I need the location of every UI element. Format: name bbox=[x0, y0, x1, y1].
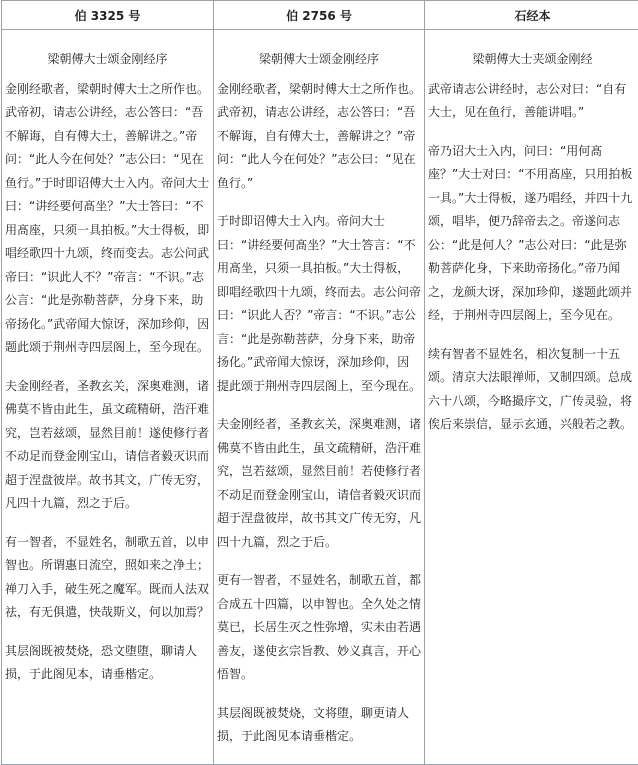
header-row bbox=[2, 1, 638, 30]
content-row bbox=[2, 30, 638, 765]
column-header: 石经本 bbox=[425, 1, 638, 30]
text-paragraph: 帝乃诏大士入内，问曰：“用何髙座？”大士对曰：“不用髙座，只用拍板一具。”大士得板，遂乃唱经，并四十九颂，唱毕，便乃辞帝去之。帝遂问志公：“此是何人？”志公对曰：“此是弥勒菩萨化身，下来助帝扬化。”帝乃闻之，龙颜大讶，深加珍仰，遂题此颂并经，于荆州寺四层阁上，至今见在。 bbox=[428, 140, 637, 328]
text-paragraph: 有一智者，不显姓名，制歌五首，以申智也。所谓惠日流空，照如来之净土；禅刀入手，破生死之魔军。既而人法双祛，有无俱遣，快哉斯义，何以加焉？ bbox=[5, 531, 210, 625]
column-header: 伯 2756 号 bbox=[214, 1, 425, 30]
text-title: 梁朝傅大士颂金刚经序 bbox=[217, 48, 421, 72]
text-paragraph: 其层阁既被焚烧，恐文堕堕，聊请人损，于此阁见本，请垂楷定。 bbox=[5, 640, 210, 687]
text-paragraph: 金刚经歌者，梁朝时傅大士之所作也。武帝初，请志公讲经，志公答曰：“吾不解诲，自有傅大士，善解讲之。”帝问：“此人今在何处？”志公曰：“见在鱼行。”于时即诏傅大士入内。帝问大士曰：“讲经要何髙坐？”大士答曰：“不用髙座，只须一具拍板。”大士得板，即唱经歌四十九颂，终而变去。志公问武帝曰：“识此人不？”帝言：“不识。”志公言：“此是弥勒菩萨，分身下来，助帝扬化。”武帝闻大惊讶，深加珍仰，因题此颂于荆州寺四层阁上，至今现在。 bbox=[5, 78, 210, 360]
column-header: 伯 3325 号 bbox=[2, 1, 214, 30]
text-paragraph: 续有智者不显姓名，相次复制一十五颂。清京大法眼禅师，又制四颂。总成六十八颂，今略撮序文，广传灵验，将俟后来崇信，显示玄通，兴般若之教。 bbox=[428, 343, 637, 437]
text-paragraph: 武帝请志公讲经时，志公对曰：“自有大士，见在鱼行，善能讲唱。” bbox=[428, 78, 637, 125]
comparison-table bbox=[1, 0, 638, 765]
text-paragraph: 其层阁既被焚烧，文将堕，聊更请人损，于此阁见本请垂楷定。 bbox=[217, 702, 421, 749]
text-column-p3325 bbox=[2, 30, 214, 765]
text-title: 梁朝傅大士夹颂金刚经 bbox=[428, 48, 637, 72]
text-paragraph: 更有一智者，不显姓名，制歌五首，都合成五十四篇，以申智也。全久处之情莫已，长居生灭之性弥增，实未由若遇善友，遂使玄宗旨教、妙义真言，开心悟智。 bbox=[217, 569, 421, 687]
text-paragraph: 金刚经歌者，梁朝时傅大士之所作也。武帝初，请志公讲经，志公答曰：“吾不解诲，自有傅大士，善解讲之？”帝问：“此人今在何处？”志公曰：“见在鱼行。” bbox=[217, 78, 421, 196]
text-column-stone bbox=[425, 30, 638, 765]
text-column-p2756 bbox=[214, 30, 425, 765]
text-paragraph: 于时即诏傅大士入内。帝问大士曰：“讲经要何髙坐？”大士答言：“不用髙坐，只须一具拍板。”大士得板，即唱经歌四十九颂，终而去。志公问帝曰：“识此人否？”帝言：“不识。”志公言：“此是弥勒菩萨，分身下来，助帝扬化。”武帝闻大惊讶，深加珍仰，因提此颂于荆州寺四层阁上，至今现在。 bbox=[217, 210, 421, 398]
text-paragraph: 夫金刚经者，圣教玄关，深奥难测，诸佛莫不皆由此生，虽文疏精研，浩汗难究，岂若兹颂，显然目前！遂使修行者不动足而登金刚宝山，请信者毅灭识而超于涅盘彼岸。故书其文，广传无穷，凡四十九篇，烈之于后。 bbox=[5, 375, 210, 516]
text-title: 梁朝傅大士颂金刚经序 bbox=[5, 48, 210, 72]
text-paragraph: 夫金刚经者，圣教玄关，深奥难测，诸佛莫不皆由此生，虽文疏精研，浩汗难究，岂若兹颂，显然目前！若使修行者不动足而登金刚宝山，请信者毅灭识而超于涅盘彼岸，故书其文广传无穷，凡四十九篇，烈之于后。 bbox=[217, 413, 421, 554]
